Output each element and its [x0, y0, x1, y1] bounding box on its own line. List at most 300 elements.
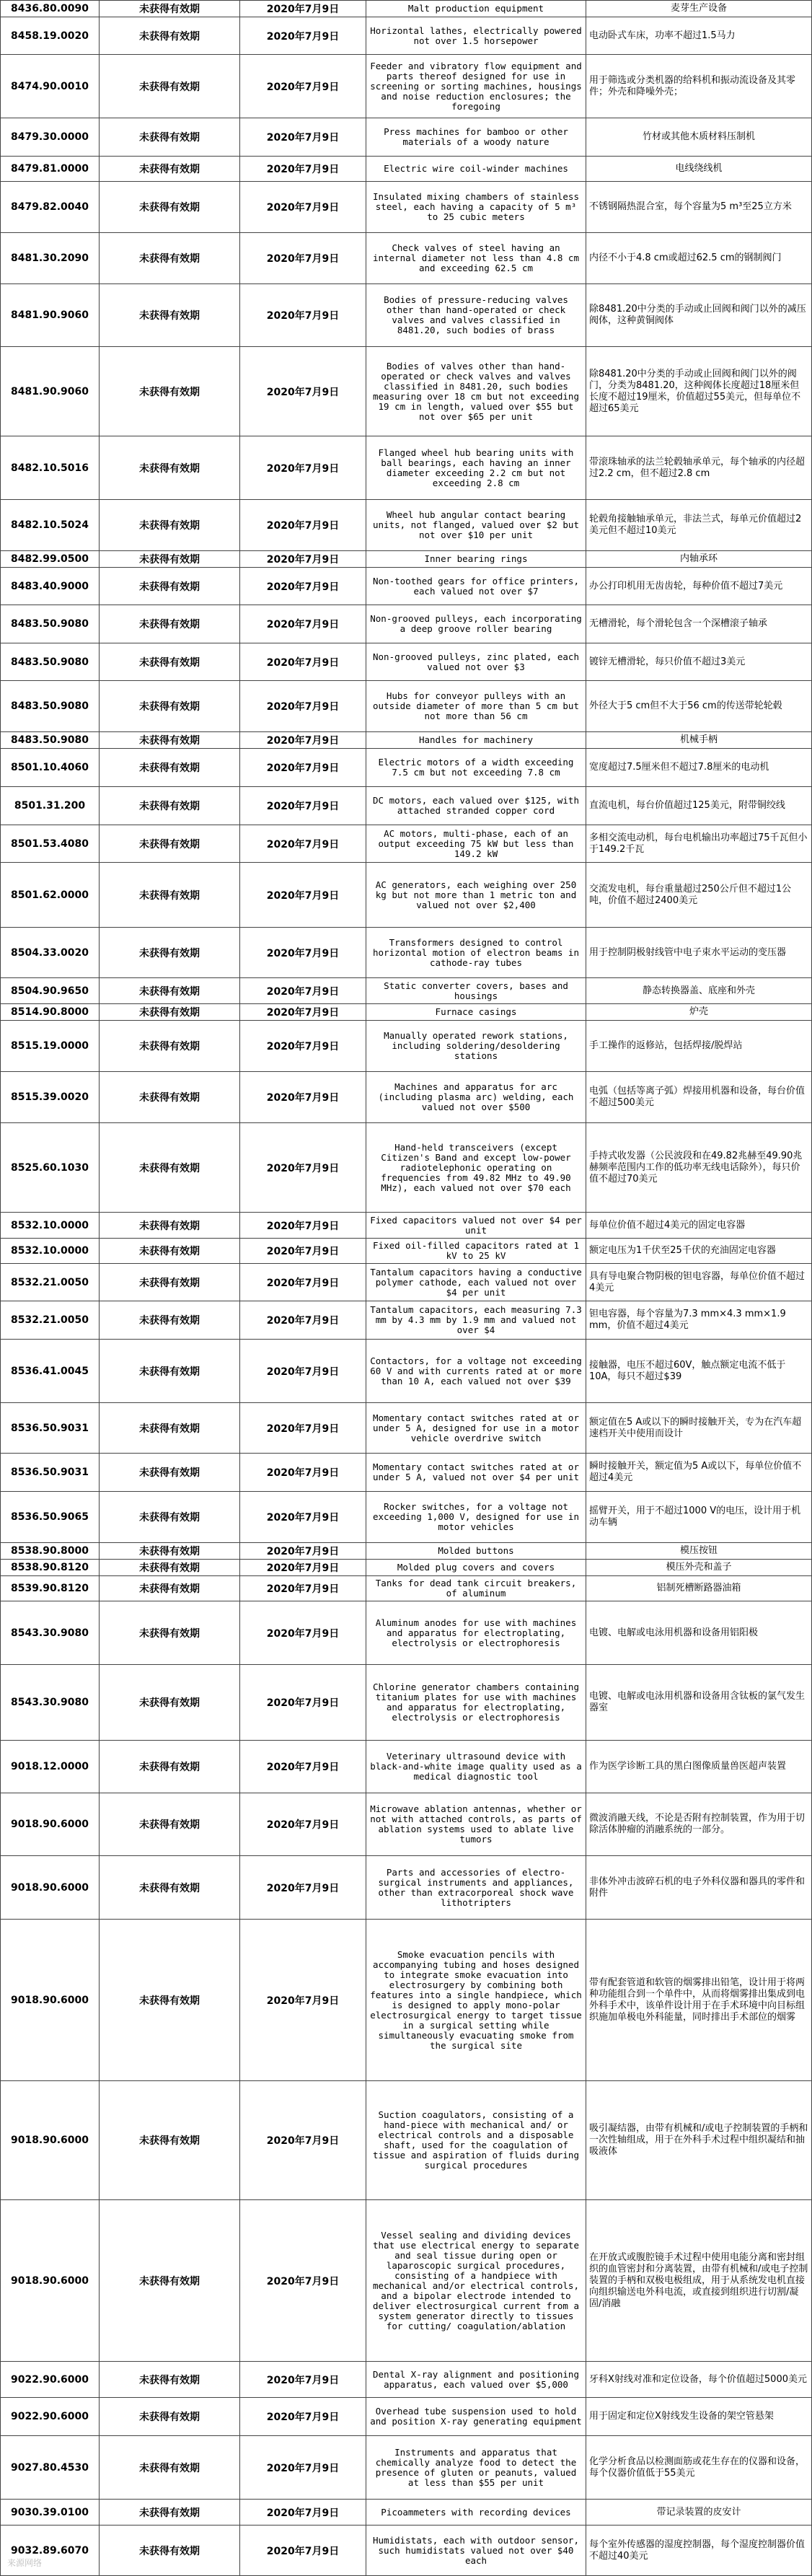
validity-status-cell: 未获得有效期: [100, 2526, 240, 2576]
validity-status-cell: 未获得有效期: [100, 500, 240, 551]
validity-status-cell: 未获得有效期: [100, 1492, 240, 1543]
chinese-description-cell: 摇臂开关，用于不超过1000 V的电压，设计用于机动车辆: [586, 1492, 812, 1543]
chinese-description-cell: 直流电机，每台价值超过125美元，附带铜绞线: [586, 787, 812, 825]
chinese-description-cell: 竹材或其他木质材料压制机: [586, 118, 812, 157]
date-cell: 2020年7月9日: [240, 1213, 366, 1239]
english-description-cell: Momentary contact switches rated at or under 5 A, valued not over $4 per unit: [366, 1454, 586, 1492]
english-description-cell: DC motors, each valued over $125, with attached stranded copper cord: [366, 787, 586, 825]
date-cell: 2020年7月9日: [240, 1560, 366, 1576]
table-row: [1, 825, 812, 863]
date-cell: 2020年7月9日: [240, 500, 366, 551]
validity-status-cell: 未获得有效期: [100, 284, 240, 347]
hts-code-cell: 8483.50.9080: [1, 605, 100, 643]
english-description-cell: Static converter covers, bases and housings: [366, 978, 586, 1004]
chinese-description-cell: 瞬时接触开关，额定值为5 A或以下，每单位价值不超过4美元: [586, 1454, 812, 1492]
chinese-description-cell: 除8481.20中分类的手动或止回阀和阀门以外的阀门，分类为8481.20，这种阀体长度超过18厘米但长度不超过19厘米，价值超过55美元，但每单位不超过65美元: [586, 347, 812, 436]
table-row: [1, 928, 812, 978]
table-row: [1, 2436, 812, 2500]
english-description-cell: Manually operated rework stations, including soldering/desoldering stations: [366, 1021, 586, 1072]
validity-status-cell: 未获得有效期: [100, 2500, 240, 2526]
english-description-cell: Instruments and apparatus that chemically analyze food to detect the presence of gluten or peanuts, valued at less than $55 per unit: [366, 2436, 586, 2500]
english-description-cell: Contactors, for a voltage not exceeding 60 V and with currents rated at or more than 10 A, each valued not over $39: [366, 1340, 586, 1403]
date-cell: 2020年7月9日: [240, 347, 366, 436]
english-description-cell: Fixed oil-filled capacitors rated at 1 kV to 25 kV: [366, 1239, 586, 1264]
english-description-cell: Horizontal lathes, electrically powered not over 1.5 horsepower: [366, 17, 586, 55]
validity-status-cell: 未获得有效期: [100, 1543, 240, 1560]
table-row: [1, 1492, 812, 1543]
chinese-description-cell: 手工操作的返修站，包括焊接/脱焊站: [586, 1021, 812, 1072]
validity-status-cell: 未获得有效期: [100, 681, 240, 732]
chinese-description-cell: 铝制死槽断路器油箱: [586, 1576, 812, 1601]
hts-code-cell: 8543.30.9080: [1, 1601, 100, 1665]
chinese-description-cell: 微波消融天线，不论是否附有控制装置，作为用于切除活体肿瘤的消融系统的一部分。: [586, 1793, 812, 1856]
date-cell: 2020年7月9日: [240, 1123, 366, 1213]
english-description-cell: Dental X-ray alignment and positioning apparatus, each valued over $5,000: [366, 2362, 586, 2398]
chinese-description-cell: 多相交流电动机，每台电机输出功率超过75千瓦但小于149.2千瓦: [586, 825, 812, 863]
hts-code-cell: 8501.31.200: [1, 787, 100, 825]
english-description-cell: Microwave ablation antennas, whether or not with attached controls, as parts of ablation systems used to ablate live tumors: [366, 1793, 586, 1856]
validity-status-cell: 未获得有效期: [100, 643, 240, 681]
date-cell: 2020年7月9日: [240, 1301, 366, 1340]
date-cell: 2020年7月9日: [240, 568, 366, 605]
date-cell: 2020年7月9日: [240, 1492, 366, 1543]
hts-code-cell: 8474.90.0010: [1, 55, 100, 118]
english-description-cell: Check valves of steel having an internal diameter not less than 4.8 cm and exceeding 62.5 cm: [366, 233, 586, 284]
hts-code-cell: 8504.90.9650: [1, 978, 100, 1004]
chinese-description-cell: 带记录装置的皮安计: [586, 2500, 812, 2526]
hts-code-cell: 8525.60.1030: [1, 1123, 100, 1213]
chinese-description-cell: 交流发电机，每台重量超过250公斤但不超过1公吨，价值不超过2400美元: [586, 863, 812, 928]
english-description-cell: Molded plug covers and covers: [366, 1560, 586, 1576]
validity-status-cell: 未获得有效期: [100, 1072, 240, 1123]
date-cell: 2020年7月9日: [240, 1004, 366, 1021]
chinese-description-cell: 用于控制阴极射线管中电子束水平运动的变压器: [586, 928, 812, 978]
hts-code-cell: 8481.90.9060: [1, 347, 100, 436]
hts-code-cell: 8482.10.5024: [1, 500, 100, 551]
english-description-cell: Flanged wheel hub bearing units with ball bearings, each having an inner diameter exceeding 2.2 cm but not exceeding 2.8 cm: [366, 436, 586, 500]
validity-status-cell: 未获得有效期: [100, 749, 240, 787]
validity-status-cell: 未获得有效期: [100, 551, 240, 568]
validity-status-cell: 未获得有效期: [100, 55, 240, 118]
table-row: [1, 1601, 812, 1665]
english-description-cell: Electric wire coil-winder machines: [366, 157, 586, 182]
validity-status-cell: 未获得有效期: [100, 2398, 240, 2436]
hts-code-cell: 8504.33.0020: [1, 928, 100, 978]
chinese-description-cell: 镀锌无槽滑轮，每只价值不超过3美元: [586, 643, 812, 681]
hts-code-cell: 8479.82.0040: [1, 182, 100, 233]
date-cell: 2020年7月9日: [240, 233, 366, 284]
chinese-description-cell: 化学分析食品以检测面筋或花生存在的仪器和设备，每个仪器价值低于55美元: [586, 2436, 812, 2500]
hts-code-cell: 8436.80.0090: [1, 1, 100, 17]
date-cell: 2020年7月9日: [240, 1340, 366, 1403]
chinese-description-cell: 带滚珠轴承的法兰轮毂轴承单元，每个轴承的内径超过2.2 cm，但不超过2.8 cm: [586, 436, 812, 500]
chinese-description-cell: 麦芽生产设备: [586, 1, 812, 17]
hts-code-cell: 8532.10.0000: [1, 1213, 100, 1239]
english-description-cell: Chlorine generator chambers containing titanium plates for use with machines and apparatus for electroplating, electrolysis or electrophoresis: [366, 1665, 586, 1741]
date-cell: 2020年7月9日: [240, 2500, 366, 2526]
chinese-description-cell: 带有配套管道和软管的烟雾排出铅笔，设计用于将两种功能组合到一个单件中，从而将烟雾排出集成到电外科手术中，该单件设计用于在手术环境中向目标组织施加单极电外科能量，同时排出手术部位的烟雾: [586, 1920, 812, 2081]
date-cell: 2020年7月9日: [240, 2526, 366, 2576]
table-row: [1, 681, 812, 732]
table-row: [1, 284, 812, 347]
chinese-description-cell: 电镀、电解或电泳用机器和设备用铝阳极: [586, 1601, 812, 1665]
validity-status-cell: 未获得有效期: [100, 1301, 240, 1340]
date-cell: 2020年7月9日: [240, 2200, 366, 2362]
chinese-description-cell: 每个室外传感器的湿度控制器，每个湿度控制器价值不超过40美元: [586, 2526, 812, 2576]
hts-code-cell: 9018.90.6000: [1, 1793, 100, 1856]
validity-status-cell: 未获得有效期: [100, 1239, 240, 1264]
tariff-table-body: [1, 1, 812, 2576]
date-cell: 2020年7月9日: [240, 1239, 366, 1264]
chinese-description-cell: 在开放式或腹腔镜手术过程中使用电能分离和密封组织的血管密封和分离装置，由带有机械和/或电子控制装置的手柄和双极电极组成，用于从系统发电机直接向组织输送电外科电流，或直接到组织进行切割/凝固/消融: [586, 2200, 812, 2362]
validity-status-cell: 未获得有效期: [100, 568, 240, 605]
validity-status-cell: 未获得有效期: [100, 1576, 240, 1601]
hts-code-cell: 9032.89.6070: [1, 2526, 100, 2576]
chinese-description-cell: 电线绕线机: [586, 157, 812, 182]
english-description-cell: Non-toothed gears for office printers, each valued not over $7: [366, 568, 586, 605]
chinese-description-cell: 不锈钢隔热混合室，每个容量为5 m³至25立方米: [586, 182, 812, 233]
table-row: [1, 2362, 812, 2398]
table-row: [1, 1301, 812, 1340]
date-cell: 2020年7月9日: [240, 118, 366, 157]
hts-code-cell: 8514.90.8000: [1, 1004, 100, 1021]
table-row: [1, 1, 812, 17]
validity-status-cell: 未获得有效期: [100, 436, 240, 500]
date-cell: 2020年7月9日: [240, 1576, 366, 1601]
date-cell: 2020年7月9日: [240, 1741, 366, 1793]
english-description-cell: Non-grooved pulleys, each incorporating a deep groove roller bearing: [366, 605, 586, 643]
validity-status-cell: 未获得有效期: [100, 825, 240, 863]
date-cell: 2020年7月9日: [240, 1021, 366, 1072]
table-row: [1, 1454, 812, 1492]
validity-status-cell: 未获得有效期: [100, 1560, 240, 1576]
hts-code-cell: 9027.80.4530: [1, 2436, 100, 2500]
table-row: [1, 157, 812, 182]
hts-code-cell: 8532.21.0050: [1, 1301, 100, 1340]
date-cell: 2020年7月9日: [240, 2081, 366, 2200]
hts-code-cell: 8479.81.0000: [1, 157, 100, 182]
hts-code-cell: 8481.30.2090: [1, 233, 100, 284]
date-cell: 2020年7月9日: [240, 825, 366, 863]
hts-code-cell: 8538.90.8000: [1, 1543, 100, 1560]
validity-status-cell: 未获得有效期: [100, 118, 240, 157]
hts-code-cell: 9018.90.6000: [1, 1856, 100, 1920]
english-description-cell: AC motors, multi-phase, each of an output exceeding 75 kW but less than 149.2 kW: [366, 825, 586, 863]
english-description-cell: Overhead tube suspension used to hold and position X-ray generating equipment: [366, 2398, 586, 2436]
date-cell: 2020年7月9日: [240, 2398, 366, 2436]
date-cell: 2020年7月9日: [240, 643, 366, 681]
hts-code-cell: 8483.50.9080: [1, 681, 100, 732]
table-row: [1, 1403, 812, 1454]
english-description-cell: Handles for machinery: [366, 732, 586, 749]
english-description-cell: Malt production equipment: [366, 1, 586, 17]
table-row: [1, 2398, 812, 2436]
table-row: [1, 551, 812, 568]
date-cell: 2020年7月9日: [240, 1601, 366, 1665]
table-row: [1, 863, 812, 928]
validity-status-cell: 未获得有效期: [100, 1741, 240, 1793]
chinese-description-cell: 炉壳: [586, 1004, 812, 1021]
hts-code-cell: 8538.90.8120: [1, 1560, 100, 1576]
validity-status-cell: 未获得有效期: [100, 1213, 240, 1239]
date-cell: 2020年7月9日: [240, 749, 366, 787]
hts-code-cell: 8483.50.9080: [1, 732, 100, 749]
hts-code-cell: 8536.41.0045: [1, 1340, 100, 1403]
hts-code-cell: 8536.50.9031: [1, 1454, 100, 1492]
chinese-description-cell: 接触器，电压不超过60V，触点额定电流不低于10A，每只不超过$39: [586, 1340, 812, 1403]
hts-code-cell: 8483.40.9000: [1, 568, 100, 605]
english-description-cell: Machines and apparatus for arc (including plasma arc) welding, each valued not over $500: [366, 1072, 586, 1123]
validity-status-cell: 未获得有效期: [100, 233, 240, 284]
date-cell: 2020年7月9日: [240, 1454, 366, 1492]
hts-code-cell: 8501.10.4060: [1, 749, 100, 787]
chinese-description-cell: 轮毂角接触轴承单元，非法兰式，每单元价值超过2美元但不超过10美元: [586, 500, 812, 551]
date-cell: 2020年7月9日: [240, 2436, 366, 2500]
table-row: [1, 2200, 812, 2362]
chinese-description-cell: 外径大于5 cm但不大于56 cm的传送带轮轮毂: [586, 681, 812, 732]
hts-code-cell: 8458.19.0020: [1, 17, 100, 55]
date-cell: 2020年7月9日: [240, 787, 366, 825]
table-row: [1, 118, 812, 157]
english-description-cell: Hubs for conveyor pulleys with an outside diameter of more than 5 cm but not more than 56 cm: [366, 681, 586, 732]
date-cell: 2020年7月9日: [240, 863, 366, 928]
validity-status-cell: 未获得有效期: [100, 1123, 240, 1213]
table-row: [1, 500, 812, 551]
hts-code-cell: 8532.21.0050: [1, 1264, 100, 1301]
validity-status-cell: 未获得有效期: [100, 1340, 240, 1403]
date-cell: 2020年7月9日: [240, 605, 366, 643]
table-row: [1, 1741, 812, 1793]
validity-status-cell: 未获得有效期: [100, 1264, 240, 1301]
english-description-cell: Picoammeters with recording devices: [366, 2500, 586, 2526]
validity-status-cell: 未获得有效期: [100, 182, 240, 233]
english-description-cell: Fixed capacitors valued not over $4 per unit: [366, 1213, 586, 1239]
date-cell: 2020年7月9日: [240, 17, 366, 55]
hts-code-cell: 8515.19.0000: [1, 1021, 100, 1072]
english-description-cell: Electric motors of a width exceeding 7.5 cm but not exceeding 7.8 cm: [366, 749, 586, 787]
date-cell: 2020年7月9日: [240, 157, 366, 182]
english-description-cell: Momentary contact switches rated at or under 5 A, designed for use in a motor vehicle overdrive switch: [366, 1403, 586, 1454]
table-row: [1, 2526, 812, 2576]
table-row: [1, 1213, 812, 1239]
chinese-description-cell: 电动卧式车床，功率不超过1.5马力: [586, 17, 812, 55]
chinese-description-cell: 机械手柄: [586, 732, 812, 749]
hts-code-cell: 9022.90.6000: [1, 2362, 100, 2398]
chinese-description-cell: 办公打印机用无齿齿轮，每种价值不超过7美元: [586, 568, 812, 605]
english-description-cell: Bodies of pressure-reducing valves other than hand-operated or check valves and valves classified in 8481.20, such bodies of brass: [366, 284, 586, 347]
table-row: [1, 1004, 812, 1021]
date-cell: 2020年7月9日: [240, 436, 366, 500]
chinese-description-cell: 额定值在5 A或以下的瞬时接触开关，专为在汽车超速档开关中使用而设计: [586, 1403, 812, 1454]
table-row: [1, 17, 812, 55]
validity-status-cell: 未获得有效期: [100, 1856, 240, 1920]
chinese-description-cell: 吸引凝结器，由带有机械和/或电子控制装置的手柄和一次性轴组成，用于在外科手术过程中组织凝结和抽吸液体: [586, 2081, 812, 2200]
hts-code-cell: 8543.30.9080: [1, 1665, 100, 1741]
table-row: [1, 1072, 812, 1123]
english-description-cell: Hand-held transceivers (except Citizen's Band and except low-power radiotelephonic operating on frequencies from 49.82 MHz to 49.90 MHz), each valued not over $70 each: [366, 1123, 586, 1213]
chinese-description-cell: 牙科X射线对准和定位设备，每个价值超过5000美元: [586, 2362, 812, 2398]
english-description-cell: Molded buttons: [366, 1543, 586, 1560]
validity-status-cell: 未获得有效期: [100, 605, 240, 643]
chinese-description-cell: 电弧（包括等离子弧）焊接用机器和设备，每台价值不超过500美元: [586, 1072, 812, 1123]
table-row: [1, 978, 812, 1004]
chinese-description-cell: 作为医学诊断工具的黑白图像质量兽医超声装置: [586, 1741, 812, 1793]
validity-status-cell: 未获得有效期: [100, 1454, 240, 1492]
english-description-cell: Inner bearing rings: [366, 551, 586, 568]
table-row: [1, 787, 812, 825]
table-row: [1, 1665, 812, 1741]
validity-status-cell: 未获得有效期: [100, 1920, 240, 2081]
validity-status-cell: 未获得有效期: [100, 2200, 240, 2362]
validity-status-cell: 未获得有效期: [100, 863, 240, 928]
hts-code-cell: 9018.90.6000: [1, 2081, 100, 2200]
chinese-description-cell: 模压按钮: [586, 1543, 812, 1560]
english-description-cell: Tanks for dead tank circuit breakers, of aluminum: [366, 1576, 586, 1601]
table-row: [1, 749, 812, 787]
date-cell: 2020年7月9日: [240, 1665, 366, 1741]
english-description-cell: Transformers designed to control horizontal motion of electron beams in cathode-ray tubes: [366, 928, 586, 978]
validity-status-cell: 未获得有效期: [100, 1004, 240, 1021]
table-row: [1, 233, 812, 284]
table-row: [1, 1856, 812, 1920]
validity-status-cell: 未获得有效期: [100, 928, 240, 978]
english-description-cell: Wheel hub angular contact bearing units, not flanged, valued over $2 but not over $10 per unit: [366, 500, 586, 551]
chinese-description-cell: 钽电容器，每个容量为7.3 mm×4.3 mm×1.9 mm，价值不超过4美元: [586, 1301, 812, 1340]
date-cell: 2020年7月9日: [240, 551, 366, 568]
hts-code-cell: 9018.12.0000: [1, 1741, 100, 1793]
english-description-cell: Press machines for bamboo or other materials of a woody nature: [366, 118, 586, 157]
hts-code-cell: 8501.53.4080: [1, 825, 100, 863]
table-row: [1, 732, 812, 749]
table-row: [1, 1123, 812, 1213]
chinese-description-cell: 具有导电聚合物阴极的钽电容器，每单位价值不超过4美元: [586, 1264, 812, 1301]
chinese-description-cell: 用于筛选或分类机器的给料机和振动流设备及其零件；外壳和降噪外壳；: [586, 55, 812, 118]
english-description-cell: Aluminum anodes for use with machines and apparatus for electroplating, electrolysis or electrophoresis: [366, 1601, 586, 1665]
english-description-cell: Veterinary ultrasound device with black-and-white image quality used as a medical diagnostic tool: [366, 1741, 586, 1793]
date-cell: 2020年7月9日: [240, 732, 366, 749]
hts-code-cell: 8483.50.9080: [1, 643, 100, 681]
chinese-description-cell: 模压外壳和盖子: [586, 1560, 812, 1576]
date-cell: 2020年7月9日: [240, 1403, 366, 1454]
date-cell: 2020年7月9日: [240, 1793, 366, 1856]
date-cell: 2020年7月9日: [240, 928, 366, 978]
hts-code-cell: 8482.10.5016: [1, 436, 100, 500]
table-row: [1, 643, 812, 681]
table-row: [1, 347, 812, 436]
chinese-description-cell: 静态转换器盖、底座和外壳: [586, 978, 812, 1004]
english-description-cell: Insulated mixing chambers of stainless steel, each having a capacity of 5 m³ to 25 cubic meters: [366, 182, 586, 233]
validity-status-cell: 未获得有效期: [100, 2362, 240, 2398]
table-row: [1, 1920, 812, 2081]
table-row: [1, 55, 812, 118]
hts-code-cell: 9022.90.6000: [1, 2398, 100, 2436]
chinese-description-cell: 内轴承环: [586, 551, 812, 568]
english-description-cell: Parts and accessories of electro- surgical instruments and appliances, other than extracorporeal shock wave lithotripters: [366, 1856, 586, 1920]
table-row: [1, 1543, 812, 1560]
hts-code-cell: 9030.39.0100: [1, 2500, 100, 2526]
chinese-description-cell: 每单位价值不超过4美元的固定电容器: [586, 1213, 812, 1239]
english-description-cell: Bodies of valves other than hand- operated or check valves and valves classified in 8481.20, such bodies measuring over 18 cm but not exceeding 19 cm in length, valued over $55 but not over $65 per unit: [366, 347, 586, 436]
english-description-cell: Tantalum capacitors, each measuring 7.3 mm by 4.3 mm by 1.9 mm and valued not over $4: [366, 1301, 586, 1340]
date-cell: 2020年7月9日: [240, 1543, 366, 1560]
validity-status-cell: 未获得有效期: [100, 732, 240, 749]
date-cell: 2020年7月9日: [240, 681, 366, 732]
validity-status-cell: 未获得有效期: [100, 1601, 240, 1665]
chinese-description-cell: 非体外冲击波碎石机的电子外科仪器和器具的零件和附件: [586, 1856, 812, 1920]
english-description-cell: Smoke evacuation pencils with accompanying tubing and hoses designed to integrate smoke evacuation into electrosurgery by combining both features into a single handpiece, which is designed to apply mono-polar electrosurgical energy to target tissue in a surgical setting while simultaneously evacuating smoke from the surgical site: [366, 1920, 586, 2081]
validity-status-cell: 未获得有效期: [100, 2436, 240, 2500]
validity-status-cell: 未获得有效期: [100, 1403, 240, 1454]
english-description-cell: Non-grooved pulleys, zinc plated, each valued not over $3: [366, 643, 586, 681]
table-row: [1, 2500, 812, 2526]
chinese-description-cell: 电镀、电解或电泳用机器和设备用含钛板的氯气发生器室: [586, 1665, 812, 1741]
date-cell: 2020年7月9日: [240, 1920, 366, 2081]
chinese-description-cell: 用于固定和定位X射线发生设备的架空管悬架: [586, 2398, 812, 2436]
validity-status-cell: 未获得有效期: [100, 1021, 240, 1072]
table-row: [1, 1793, 812, 1856]
chinese-description-cell: 内径不小于4.8 cm或超过62.5 cm的钢制阀门: [586, 233, 812, 284]
chinese-description-cell: 无槽滑轮，每个滑轮包含一个深槽滚子轴承: [586, 605, 812, 643]
date-cell: 2020年7月9日: [240, 182, 366, 233]
hts-code-cell: 9018.90.6000: [1, 1920, 100, 2081]
hts-code-cell: 8536.50.9031: [1, 1403, 100, 1454]
date-cell: 2020年7月9日: [240, 978, 366, 1004]
watermark: 来源网络: [7, 2558, 43, 2568]
validity-status-cell: 未获得有效期: [100, 1793, 240, 1856]
table-row: [1, 1576, 812, 1601]
table-row: [1, 182, 812, 233]
hts-code-cell: 9018.90.6000: [1, 2200, 100, 2362]
table-row: [1, 1340, 812, 1403]
date-cell: 2020年7月9日: [240, 1, 366, 17]
date-cell: 2020年7月9日: [240, 284, 366, 347]
hts-code-cell: 8501.62.0000: [1, 863, 100, 928]
validity-status-cell: 未获得有效期: [100, 17, 240, 55]
english-description-cell: AC generators, each weighing over 250 kg but not more than 1 metric ton and valued not over $2,400: [366, 863, 586, 928]
validity-status-cell: 未获得有效期: [100, 157, 240, 182]
validity-status-cell: 未获得有效期: [100, 1665, 240, 1741]
english-description-cell: Tantalum capacitors having a conductive polymer cathode, each valued not over $4 per unit: [366, 1264, 586, 1301]
date-cell: 2020年7月9日: [240, 55, 366, 118]
english-description-cell: Suction coagulators, consisting of a hand-piece with mechanical and/ or electrical controls and a disposable shaft, used for the coagulation of tissue and aspiration of fluids during surgical procedures: [366, 2081, 586, 2200]
table-row: [1, 1021, 812, 1072]
table-row: [1, 568, 812, 605]
chinese-description-cell: 宽度超过7.5厘米但不超过7.8厘米的电动机: [586, 749, 812, 787]
english-description-cell: Vessel sealing and dividing devices that use electrical energy to separate and seal tissue during open or laparoscopic surgical procedures, consisting of a handpiece with mechanical and/or electrical controls, and a bipolar electrode intended to deliver electrosurgical current from a system generator directly to tissues for cutting/ coagulation/ablation: [366, 2200, 586, 2362]
hts-code-cell: 8532.10.0000: [1, 1239, 100, 1264]
chinese-description-cell: 除8481.20中分类的手动或止回阀和阀门以外的减压阀体，这种黄铜阀体: [586, 284, 812, 347]
table-row: [1, 1239, 812, 1264]
english-description-cell: Humidistats, each with outdoor sensor, such humidistats valued not over $40 each: [366, 2526, 586, 2576]
hts-code-cell: 8481.90.9060: [1, 284, 100, 347]
table-row: [1, 605, 812, 643]
hts-code-cell: 8536.50.9065: [1, 1492, 100, 1543]
table-row: [1, 1560, 812, 1576]
hts-code-cell: 8539.90.8120: [1, 1576, 100, 1601]
date-cell: 2020年7月9日: [240, 1072, 366, 1123]
validity-status-cell: 未获得有效期: [100, 787, 240, 825]
date-cell: 2020年7月9日: [240, 1264, 366, 1301]
hts-code-cell: 8482.99.0500: [1, 551, 100, 568]
chinese-description-cell: 手持式收发器（公民波段和在49.82兆赫至49.90兆赫频率范围内工作的低功率无线电话除外），每只价值不超过70美元: [586, 1123, 812, 1213]
table-row: [1, 436, 812, 500]
hts-code-cell: 8515.39.0020: [1, 1072, 100, 1123]
validity-status-cell: 未获得有效期: [100, 2081, 240, 2200]
table-row: [1, 2081, 812, 2200]
english-description-cell: Feeder and vibratory flow equipment and parts thereof designed for use in screening or sorting machines, housings and noise reduction enclosures; the foregoing: [366, 55, 586, 118]
date-cell: 2020年7月9日: [240, 2362, 366, 2398]
english-description-cell: Rocker switches, for a voltage not exceeding 1,000 V, designed for use in motor vehicles: [366, 1492, 586, 1543]
